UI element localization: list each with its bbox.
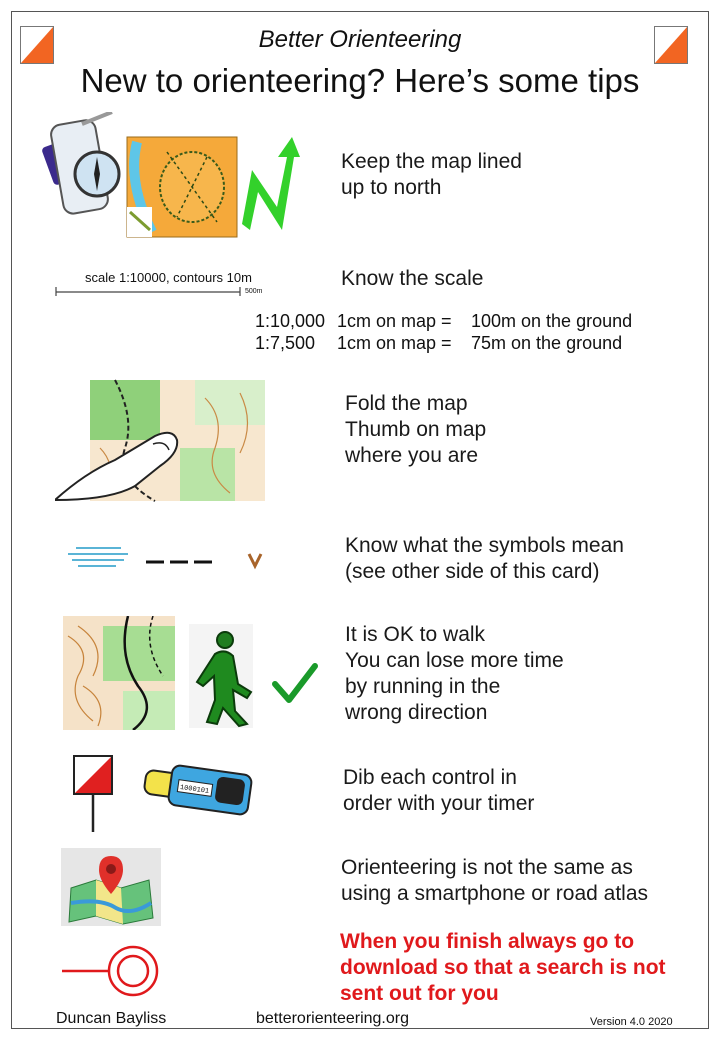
scale-ground-distance: 75m on the ground (471, 333, 623, 353)
compass-icon (42, 112, 119, 215)
tip-line: sent out for you (340, 982, 499, 1005)
tip-line: Know what the symbols mean (345, 534, 624, 557)
scale-ratio: 1:7,500 (255, 333, 316, 353)
scale-bar-end-label: 500m (245, 288, 263, 295)
tip-line: where you are (345, 444, 479, 467)
scale-row-2 (255, 332, 622, 354)
tip-5-text (345, 622, 564, 726)
finish-outer-circle-icon (109, 947, 157, 995)
tip-line: (see other side of this card) (345, 560, 600, 583)
tip-line: download so that a search is not (340, 956, 666, 979)
thumb-on-map-illustration (55, 378, 267, 503)
tip-line: wrong direction (345, 701, 488, 724)
scale-bar-icon (55, 286, 255, 298)
scale-map-distance: 1cm on map = (337, 333, 452, 353)
depression-symbol-icon (249, 554, 261, 566)
finish-inner-circle-icon (118, 956, 148, 986)
tip-line: Orienteering is not the same as (341, 856, 633, 879)
tip-line: using a smartphone or road atlas (341, 882, 649, 905)
map-symbols-illustration (66, 544, 266, 574)
walking-person-icon (189, 624, 253, 728)
tip-line: Dib each control in (343, 766, 517, 789)
tip-line: It is OK to walk (345, 623, 486, 646)
footer-website[interactable]: betterorienteering.org (256, 1010, 409, 1027)
tip-4-text (345, 533, 624, 585)
footer-version: Version 4.0 2020 (590, 1016, 673, 1028)
tip-line: You can lose more time (345, 649, 564, 672)
walking-illustration (63, 616, 325, 730)
scale-ground-distance: 100m on the ground (471, 311, 633, 331)
marsh-symbol-icon (68, 548, 128, 566)
check-icon (275, 666, 315, 700)
tip-line: Keep the map lined (341, 150, 522, 173)
tip-2-text (341, 266, 483, 292)
tip-line: by running in the (345, 675, 501, 698)
footer-author: Duncan Bayliss (56, 1010, 167, 1027)
tip-7-text (341, 855, 648, 907)
dibber-label: 1000101 (179, 783, 210, 796)
forest-map-fragment (63, 616, 175, 730)
scale-bar-illustration (55, 270, 263, 302)
tip-line: When you finish always go to (340, 930, 635, 953)
compass-map-north-illustration (42, 112, 304, 242)
tip-1-text (341, 149, 522, 201)
tip-line: Thumb on map (345, 418, 487, 441)
tip-line: order with your timer (343, 792, 535, 815)
tip-3-text (345, 391, 486, 469)
tip-6-text (343, 765, 534, 817)
card-subtitle: Better Orienteering (258, 26, 462, 53)
control-flag-icon (74, 756, 112, 832)
tip-line: Fold the map (345, 392, 468, 415)
smartphone-map-illustration (61, 848, 161, 926)
scale-map-distance: 1cm on map = (337, 311, 452, 331)
finish-illustration (62, 944, 162, 998)
tip-line: up to north (341, 176, 442, 199)
finish-warning-text (340, 929, 666, 1007)
scale-row-1 (255, 310, 632, 332)
north-arrow-icon (242, 137, 300, 230)
tip-line: Know the scale (341, 267, 484, 290)
scale-ratio: 1:10,000 (255, 311, 326, 331)
control-and-dibber-illustration (70, 754, 255, 834)
scale-bar-label: scale 1:10000, contours 10m (85, 270, 252, 285)
map-fragment-icon (127, 137, 237, 237)
page-title: New to orienteering? Here’s some tips (80, 62, 640, 99)
dibber-icon (144, 765, 253, 816)
